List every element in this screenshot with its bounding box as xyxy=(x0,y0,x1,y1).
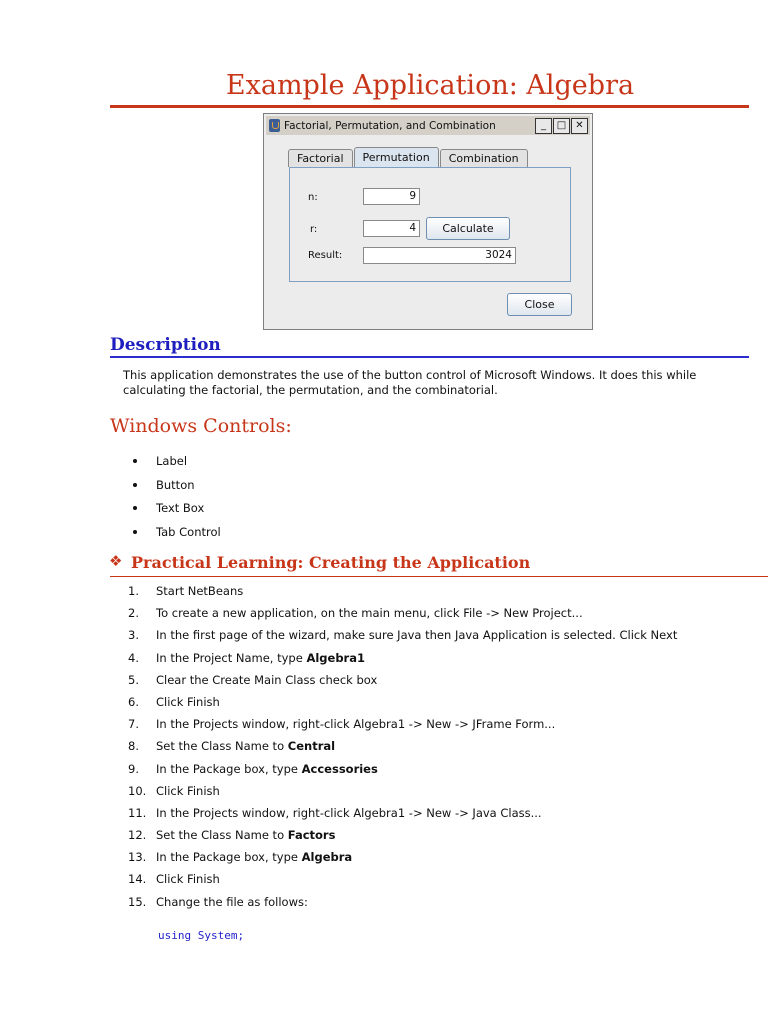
maximize-icon[interactable]: □ xyxy=(553,118,570,134)
list-item xyxy=(128,737,677,759)
tab-panel xyxy=(289,167,571,282)
list-item: Text Box xyxy=(130,500,221,524)
list-item xyxy=(128,893,677,915)
step-number: 12. xyxy=(128,828,147,843)
step-text: Click Finish xyxy=(156,783,220,798)
description-heading: Description xyxy=(110,335,221,355)
tab-factorial[interactable]: Factorial xyxy=(288,149,353,167)
step-number: 15. xyxy=(128,894,147,909)
window-title-bar xyxy=(266,116,590,135)
minimize-icon[interactable]: _ xyxy=(535,118,552,134)
n-label: n: xyxy=(308,192,318,203)
result-field[interactable]: 3024 xyxy=(363,247,516,264)
steps-list xyxy=(128,582,677,915)
step-number: 1. xyxy=(128,584,139,598)
step-text: Set the Class Name to xyxy=(156,828,288,843)
step-number: 9. xyxy=(128,761,139,776)
step-bold-value: Central xyxy=(287,739,336,754)
step-text: In the Projects window, right-click Algebra1 -> New -> Java Class... xyxy=(156,805,542,820)
list-item xyxy=(128,848,677,870)
step-text: Set the Class Name to xyxy=(156,739,288,754)
step-number: 8. xyxy=(128,739,139,754)
step-number: 4. xyxy=(128,650,139,665)
step-number: 10. xyxy=(128,783,147,798)
result-label: Result: xyxy=(308,250,343,261)
list-item xyxy=(128,804,677,826)
calculate-button[interactable]: Calculate xyxy=(426,217,510,240)
code-line: using System; xyxy=(158,929,245,942)
list-item: Tab Control xyxy=(130,524,221,548)
list-item xyxy=(128,626,677,648)
step-text: In the Package box, type xyxy=(156,850,302,865)
list-item xyxy=(128,604,677,626)
r-label: r: xyxy=(310,224,318,235)
step-number: 6. xyxy=(128,694,139,709)
step-bold-value: Algebra1 xyxy=(306,650,365,665)
step-text: Clear the Create Main Class check box xyxy=(156,672,378,687)
list-item: Label xyxy=(130,453,221,477)
step-number: 14. xyxy=(128,872,147,887)
list-item xyxy=(128,782,677,804)
practical-heading: Practical Learning: Creating the Application xyxy=(131,553,531,572)
step-text: Change the file as follows: xyxy=(156,894,308,909)
step-number: 13. xyxy=(128,850,147,865)
list-item xyxy=(128,870,677,892)
step-number: 11. xyxy=(128,805,147,820)
step-text: In the first page of the wizard, make sure Java then Java Application is selected. Click Next xyxy=(156,628,678,643)
step-bold-value: Accessories xyxy=(301,761,378,776)
step-text: Click Finish xyxy=(156,872,220,887)
diamond-bullet-icon: ❖ xyxy=(109,552,123,570)
list-item xyxy=(128,649,677,671)
step-bold-value: Algebra xyxy=(301,850,353,865)
description-rule xyxy=(110,356,749,358)
list-item xyxy=(128,582,677,604)
step-number: 2. xyxy=(128,606,139,621)
description-text: This application demonstrates the use of the button control of Microsoft Windows. It does this while calculating the factorial, the permutation, and the combinatorial. xyxy=(123,368,697,397)
step-text: In the Projects window, right-click Algebra1 -> New -> JFrame Form... xyxy=(156,717,556,732)
step-text: In the Package box, type xyxy=(156,761,302,776)
list-item xyxy=(128,671,677,693)
list-item xyxy=(128,826,677,848)
controls-heading: Windows Controls: xyxy=(110,415,292,437)
app-window-screenshot xyxy=(263,113,593,330)
controls-list xyxy=(130,453,221,547)
tab-combination[interactable]: Combination xyxy=(440,149,528,167)
list-item xyxy=(128,715,677,737)
list-item xyxy=(128,760,677,782)
close-button[interactable]: Close xyxy=(507,293,572,316)
tab-permutation[interactable]: Permutation xyxy=(354,147,439,167)
window-title: Factorial, Permutation, and Combination xyxy=(284,119,496,132)
tab-strip xyxy=(288,147,529,167)
java-icon xyxy=(269,119,280,132)
list-item xyxy=(128,693,677,715)
close-icon[interactable]: ✕ xyxy=(571,118,588,134)
page-title: Example Application: Algebra xyxy=(225,70,635,101)
step-number: 3. xyxy=(128,628,139,643)
n-field[interactable]: 9 xyxy=(363,188,420,205)
r-field[interactable]: 4 xyxy=(363,220,420,237)
title-rule xyxy=(110,105,749,108)
step-text: To create a new application, on the main menu, click File -> New Project... xyxy=(156,606,583,621)
step-text: Start NetBeans xyxy=(156,584,244,598)
list-item: Button xyxy=(130,477,221,501)
practical-rule xyxy=(110,576,768,577)
step-bold-value: Factors xyxy=(287,828,336,843)
step-text: In the Project Name, type xyxy=(156,650,307,665)
step-number: 5. xyxy=(128,672,139,687)
step-number: 7. xyxy=(128,717,139,732)
step-text: Click Finish xyxy=(156,694,220,709)
